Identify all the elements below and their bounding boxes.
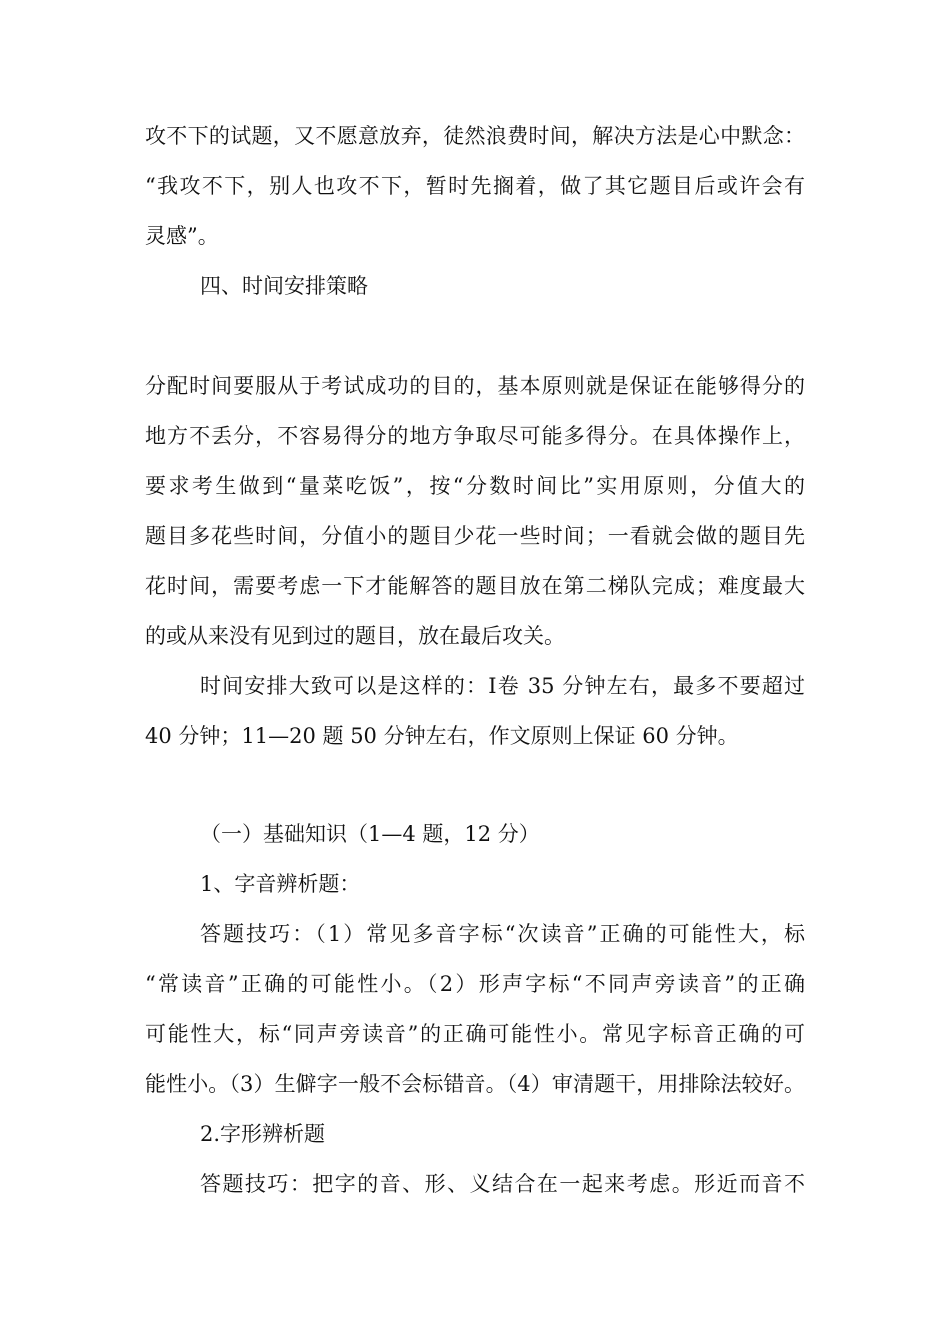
paragraph-line: 的或从来没有见到过的题目，放在最后攻关。 [145,624,565,648]
paragraph-line: 题目多花些时间，分值小的题目少花一些时间；一看就会做的题目先 [145,524,805,548]
item-heading: 1、字音辨析题： [200,872,361,896]
paragraph-line: “常读音”正确的可能性小。（2）形声字标“不同声旁读音”的正确 [145,972,805,996]
section-heading: 四、时间安排策略 [200,274,368,298]
paragraph-line: “我攻不下，别人也攻不下，暂时先搁着，做了其它题目后或许会有 [145,174,805,198]
paragraph-line: 要求考生做到“量菜吃饭”，按“分数时间比”实用原则，分值大的 [145,474,805,498]
paragraph-line: 能性小。（3）生僻字一般不会标错音。（4）审清题干，用排除法较好。 [145,1072,805,1096]
paragraph-line: 攻不下的试题，又不愿意放弃，徒然浪费时间，解决方法是心中默念： [145,124,805,148]
paragraph-line: 可能性大，标“同声旁读音”的正确可能性小。常见字标音正确的可 [145,1022,805,1046]
paragraph-line: 答题技巧：把字的音、形、义结合在一起来考虑。形近而音不 [200,1172,805,1196]
paragraph-line: 地方不丢分，不容易得分的地方争取尽可能多得分。在具体操作上， [145,424,805,448]
paragraph-line: 答题技巧：（1）常见多音字标“次读音”正确的可能性大，标 [200,922,805,946]
paragraph-line: 40 分钟；11—20 题 50 分钟左右，作文原则上保证 60 分钟。 [145,724,739,748]
item-heading: 2.字形辨析题 [200,1122,326,1146]
subsection-heading: （一）基础知识（1—4 题，12 分） [200,822,540,846]
paragraph-line: 时间安排大致可以是这样的：Ⅰ卷 35 分钟左右，最多不要超过 [200,674,805,698]
paragraph-line: 花时间，需要考虑一下才能解答的题目放在第二梯队完成；难度最大 [145,574,805,598]
paragraph-line: 灵感”。 [145,224,219,248]
paragraph-line: 分配时间要服从于考试成功的目的，基本原则就是保证在能够得分的 [145,374,805,398]
